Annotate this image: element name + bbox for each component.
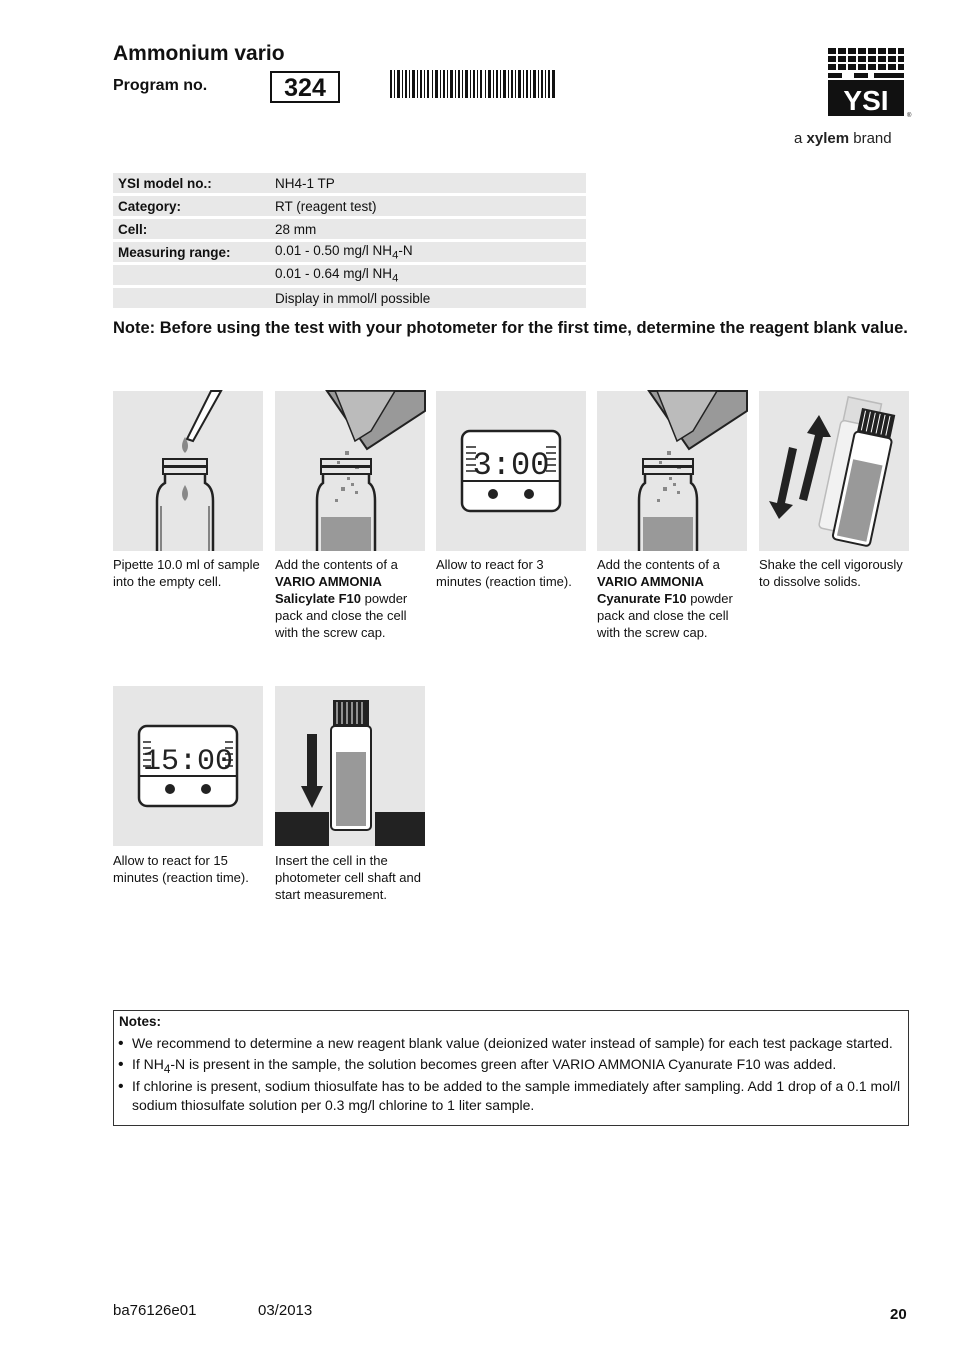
ysi-logo-icon <box>826 46 910 122</box>
note-item: • If $NH_4-N$ is present in the sample, the solution becomes green after VARIO AMMONIA Cyanurate F10 was added. <box>118 1055 903 1079</box>
step-6-timer-image <box>113 686 263 846</box>
brand-tagline <box>794 130 892 147</box>
spec-row <box>113 173 586 193</box>
barcode-icon <box>390 70 555 98</box>
step-5-caption: Shake the cell vigorously to dissolve solids. <box>759 557 903 589</box>
step-7-insert-image <box>275 686 425 846</box>
footer-date: 03/2013 <box>258 1302 313 1319</box>
ysi-logo-text: YSI <box>843 85 889 116</box>
step-2-caption: Add the contents of a VARIO AMMONIA Salicylate F10 powder pack and close the cell with the screw cap. <box>275 557 408 640</box>
step-5-shake-image <box>759 391 909 551</box>
spec-value: RT (reagent test) <box>270 196 586 216</box>
spec-value: NH4-1 TP <box>270 173 586 193</box>
spec-key: Cell: <box>113 219 270 239</box>
spec-value: 0.01 - 0.64 mg/l $NH_4$ <box>270 265 586 285</box>
reagent-blank-note: Note: Before using the test with your photometer for the first time, determine the reagent blank value. <box>113 319 908 337</box>
brand-tagline-xylem: xylem <box>806 130 850 147</box>
footer-doc-id: ba76126e01 <box>113 1302 197 1319</box>
timer-display: 15:00 <box>142 745 234 779</box>
spec-row <box>113 288 586 308</box>
spec-value: 28 mm <box>270 219 586 239</box>
step-1-caption: Pipette 10.0 ml of sample into the empty cell. <box>113 557 260 589</box>
program-label: Program no. <box>113 77 208 94</box>
step-3-timer-image <box>436 391 586 551</box>
program-number: 324 <box>270 71 340 103</box>
spec-value: Display in mmol/l possible <box>270 288 586 308</box>
spec-key <box>113 288 270 308</box>
spec-key: YSI model no.: <box>113 173 270 193</box>
step-6-caption: Allow to react for 15 minutes (reaction time). <box>113 853 249 885</box>
spec-row <box>113 242 586 262</box>
notes-box <box>113 1010 909 1126</box>
step-3-caption: Allow to react for 3 minutes (reaction time). <box>436 557 572 589</box>
spec-key: Category: <box>113 196 270 216</box>
spec-value: 0.01 - 0.50 mg/l $NH_4-N$ <box>270 242 586 262</box>
step-2-powder-image <box>275 391 425 551</box>
page-title: Ammonium vario <box>113 42 285 65</box>
spec-row <box>113 196 586 216</box>
spec-key: Measuring range: <box>113 242 270 262</box>
brand-tagline-brand: brand <box>853 130 892 147</box>
page-number: 20 <box>890 1306 907 1323</box>
step-4-powder-image <box>597 391 747 551</box>
svg-text:®: ® <box>907 113 912 119</box>
notes-heading: Notes: <box>119 1014 162 1029</box>
step-4-caption: Add the contents of a VARIO AMMONIA Cyanurate F10 powder pack and close the cell with the screw cap. <box>597 557 733 640</box>
spec-row <box>113 219 586 239</box>
note-item: • If chlorine is present, sodium thiosulfate has to be added to the sample immediately after sampling. Add 1 drop of a 0.1 mol/l sodium thiosulfate solution per 0.3 mg/l chlorine to 1 liter sample. <box>118 1077 903 1115</box>
brand-tagline-a: a <box>794 130 803 147</box>
step-7-caption: Insert the cell in the photometer cell shaft and start measurement. <box>275 853 421 902</box>
spec-key <box>113 265 270 285</box>
step-1-pipette-image <box>113 391 263 551</box>
timer-display: 3:00 <box>472 447 550 484</box>
note-item: • We recommend to determine a new reagent blank value (deionized water instead of sample) for each test package started. <box>118 1034 903 1053</box>
spec-table <box>113 170 586 311</box>
spec-row <box>113 265 586 285</box>
